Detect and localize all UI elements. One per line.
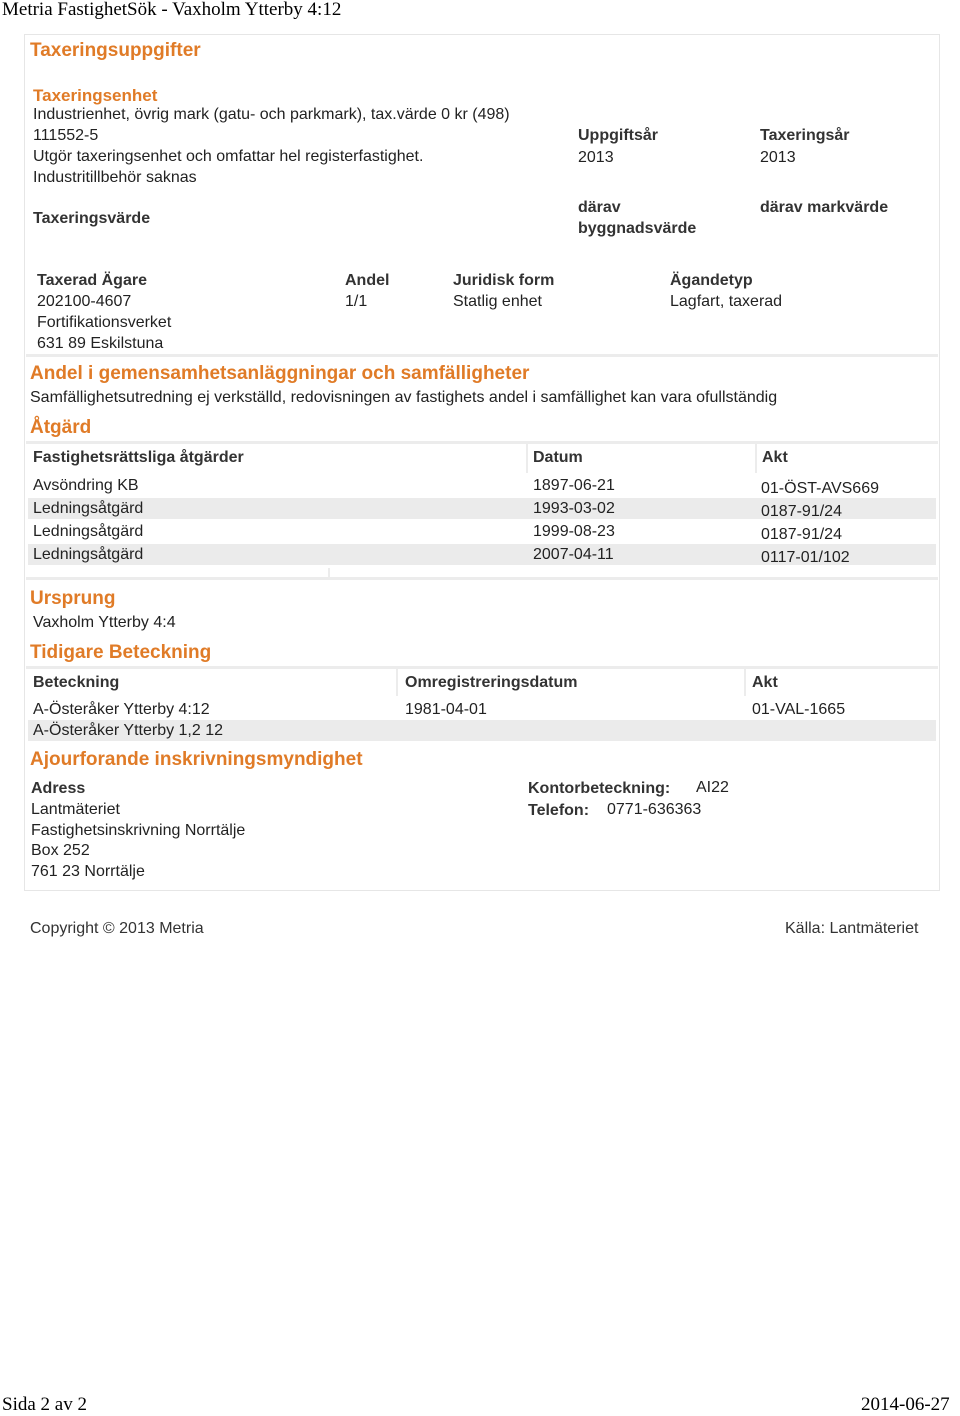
divider bbox=[26, 666, 938, 669]
taxeringsar-label: Taxeringsår bbox=[760, 127, 850, 144]
tidigare-header-akt: Akt bbox=[752, 674, 778, 691]
agandetyp-value: Lagfart, taxerad bbox=[670, 293, 783, 310]
atgard-header-action: Fastighetsrättsliga åtgärder bbox=[33, 449, 244, 466]
owner-line: Fortifikationsverket bbox=[37, 314, 172, 331]
column-divider bbox=[526, 443, 528, 473]
darav-markvarde-label: därav markvärde bbox=[760, 199, 889, 216]
column-divider bbox=[744, 668, 746, 696]
table-row bbox=[28, 699, 936, 720]
atgard-action: Ledningsåtgärd bbox=[33, 523, 144, 540]
section-heading-tidigare-beteckning: Tidigare Beteckning bbox=[30, 642, 212, 663]
darav-byggnadsvarde-label: byggnadsvärde bbox=[578, 220, 697, 237]
atgard-action: Ledningsåtgärd bbox=[33, 546, 144, 563]
samfalligheter-text: Samfällighetsutredning ej verkställd, redovisningen av fastighets andel i samfällighet kan vara ofullständig bbox=[30, 389, 778, 406]
adress-line: Fastighetsinskrivning Norrtälje bbox=[31, 822, 246, 839]
atgard-akt: 0117-01/102 bbox=[761, 549, 850, 566]
divider bbox=[26, 354, 938, 357]
atgard-akt: 0187-91/24 bbox=[761, 503, 842, 520]
taxeringsar-value: 2013 bbox=[760, 149, 796, 166]
atgard-header-datum: Datum bbox=[533, 449, 583, 466]
section-heading-ajourforande: Ajourforande inskrivningsmyndighet bbox=[30, 749, 363, 770]
adress-label: Adress bbox=[31, 780, 86, 797]
print-date: 2014-06-27 bbox=[861, 1394, 950, 1415]
divider bbox=[26, 577, 938, 580]
uppgiftsar-value: 2013 bbox=[578, 149, 614, 166]
uppgiftsar-label: Uppgiftsår bbox=[578, 127, 658, 144]
kontorbeteckning-label: Kontorbeteckning: bbox=[528, 780, 671, 797]
telefon-label: Telefon: bbox=[528, 802, 590, 819]
atgard-action: Ledningsåtgärd bbox=[33, 500, 144, 517]
andel-value: 1/1 bbox=[345, 293, 368, 310]
atgard-akt: 0187-91/24 bbox=[761, 526, 842, 543]
tidigare-header-omreg: Omregistreringsdatum bbox=[405, 674, 578, 691]
atgard-header-akt: Akt bbox=[762, 449, 788, 466]
column-divider bbox=[396, 668, 398, 696]
page-number: Sida 2 av 2 bbox=[2, 1394, 87, 1415]
section-heading-samfalligheter: Andel i gemensamhetsanläggningar och samfälligheter bbox=[30, 363, 530, 384]
atgard-datum: 1993-03-02 bbox=[533, 500, 615, 517]
taxeringsenhet-line: Industritillbehör saknas bbox=[33, 169, 197, 186]
tidigare-header-beteckning: Beteckning bbox=[33, 674, 120, 691]
section-heading-taxeringsuppgifter: Taxeringsuppgifter bbox=[30, 40, 201, 61]
adress-line: 761 23 Norrtälje bbox=[31, 863, 145, 880]
atgard-action: Avsöndring KB bbox=[33, 477, 139, 494]
tidigare-beteckning: A-Österåker Ytterby 1,2 12 bbox=[33, 722, 224, 739]
atgard-datum: 1999-08-23 bbox=[533, 523, 615, 540]
page-title: Metria FastighetSök - Vaxholm Ytterby 4:12 bbox=[2, 0, 342, 20]
table-row bbox=[28, 498, 936, 519]
adress-line: Box 252 bbox=[31, 842, 90, 859]
atgard-datum: 1897-06-21 bbox=[533, 477, 615, 494]
taxeringsenhet-line: Industrienhet, övrig mark (gatu- och parkmark), tax.värde 0 kr (498) bbox=[33, 106, 510, 123]
juridisk-form-value: Statlig enhet bbox=[453, 293, 542, 310]
adress-line: Lantmäteriet bbox=[31, 801, 120, 818]
taxeringsvarde-label: Taxeringsvärde bbox=[33, 210, 151, 227]
section-heading-ursprung: Ursprung bbox=[30, 588, 116, 609]
copyright-text: Copyright © 2013 Metria bbox=[30, 920, 204, 937]
andel-header: Andel bbox=[345, 272, 390, 289]
taxeringsenhet-line: Utgör taxeringsenhet och omfattar hel registerfastighet. bbox=[33, 148, 424, 165]
ursprung-value: Vaxholm Ytterby 4:4 bbox=[33, 614, 176, 631]
table-row bbox=[28, 475, 936, 496]
darav-byggnadsvarde-label: därav bbox=[578, 199, 621, 216]
owner-line: 631 89 Eskilstuna bbox=[37, 335, 164, 352]
column-divider bbox=[755, 443, 757, 473]
juridisk-form-header: Juridisk form bbox=[453, 272, 555, 289]
owner-header: Taxerad Ägare bbox=[37, 272, 147, 289]
table-row bbox=[28, 521, 936, 542]
tidigare-akt: 01-VAL-1665 bbox=[752, 701, 846, 718]
atgard-datum: 2007-04-11 bbox=[533, 546, 614, 563]
taxeringsenhet-line: 111552-5 bbox=[33, 127, 99, 144]
taxeringsenhet-label: Taxeringsenhet bbox=[33, 86, 158, 105]
kontorbeteckning-value: AI22 bbox=[696, 779, 729, 796]
atgard-akt: 01-ÖST-AVS669 bbox=[761, 480, 879, 497]
tidigare-beteckning: A-Österåker Ytterby 4:12 bbox=[33, 701, 210, 718]
telefon-value: 0771-636363 bbox=[607, 801, 702, 818]
source-text: Källa: Lantmäteriet bbox=[785, 920, 919, 937]
section-heading-atgard: Åtgärd bbox=[30, 417, 92, 438]
table-row bbox=[28, 720, 936, 741]
agandetyp-header: Ägandetyp bbox=[670, 272, 753, 289]
owner-line: 202100-4607 bbox=[37, 293, 132, 310]
divider bbox=[26, 441, 938, 444]
table-row bbox=[28, 544, 936, 565]
tidigare-omreg: 1981-04-01 bbox=[405, 701, 487, 718]
